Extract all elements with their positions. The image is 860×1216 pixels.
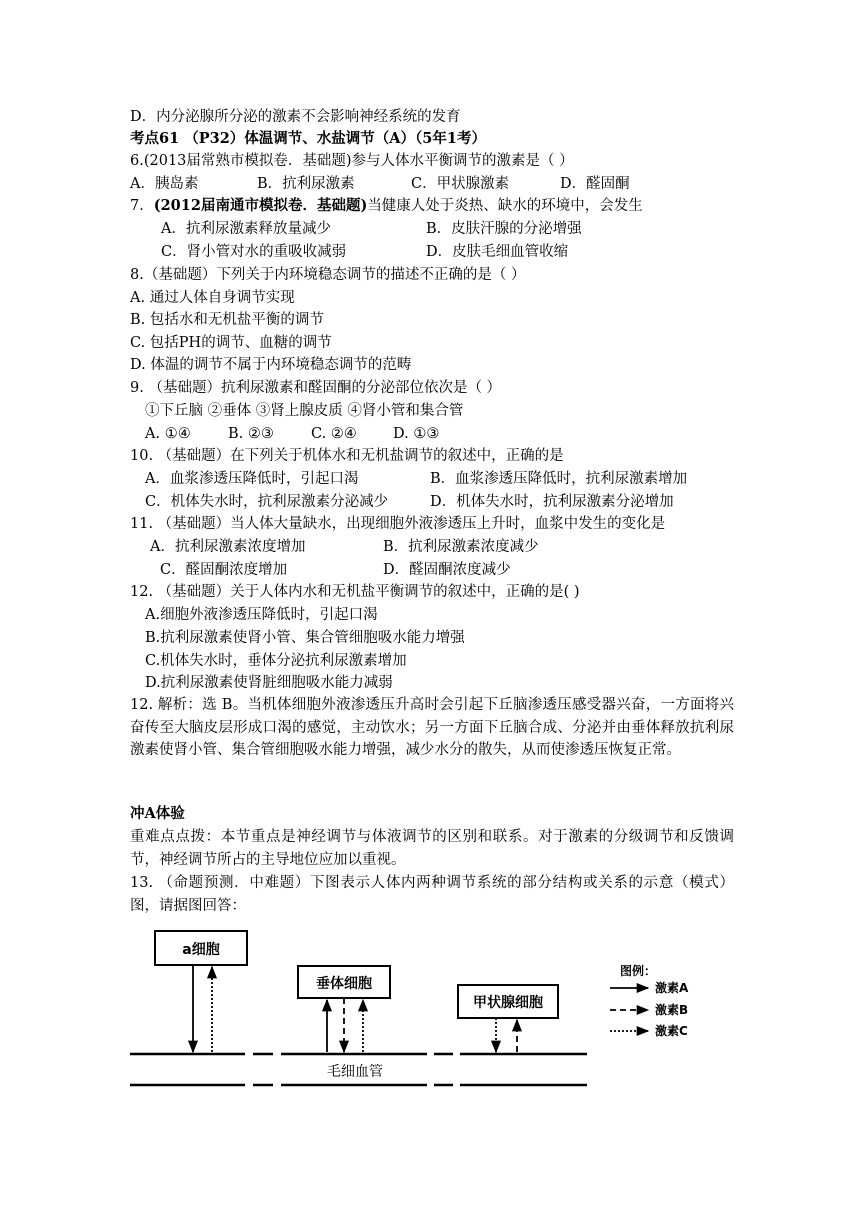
q11-option-d: D．醛固酮浓度减少 — [383, 562, 511, 578]
q6-option-b: B．抗利尿激素 — [257, 176, 355, 192]
q7-source: (2012届南通市模拟卷．基础题) — [153, 197, 368, 214]
legend-hormone-a: 激素A — [655, 981, 689, 995]
question-12: 12. （基础题）关于人体内水和无机盐平衡调节的叙述中，正确的是( ) — [130, 584, 580, 600]
q6-option-d: D．醛固酮 — [560, 176, 630, 192]
q10-option-c: C．机体失水时，抗利尿激素分泌减少 — [145, 494, 389, 510]
section-chong-a: 冲A体验 — [130, 805, 185, 822]
q12-option-d: D.抗利尿激素使肾脏细胞吸水能力减弱 — [145, 675, 393, 691]
q12-option-a: A.细胞外液渗透压降低时，引起口渴 — [145, 607, 378, 623]
q8-option-a: A. 通过人体自身调节实现 — [130, 290, 295, 306]
q7-option-b: B．皮肤汗腺的分泌增强 — [426, 221, 582, 237]
q11-option-c: C．醛固酮浓度增加 — [160, 562, 288, 578]
legend-title: 图例： — [620, 964, 657, 978]
question-11: 11. （基础题）当人体大量缺水，出现细胞外液渗透压上升时，血浆中发生的变化是 — [130, 516, 666, 532]
q7-option-a: A．抗利尿激素释放量减少 — [161, 221, 331, 237]
q7-number: 7． — [130, 198, 154, 214]
q9-option-a: A. ①④ — [145, 426, 191, 442]
q9-option-d: D. ①③ — [393, 426, 440, 442]
q8-option-b: B. 包括水和无机盐平衡的调节 — [130, 312, 324, 328]
q11-option-b: B．抗利尿激素浓度减少 — [383, 539, 539, 555]
q12-option-c: C.机体失水时，垂体分泌抗利尿激素增加 — [145, 653, 407, 669]
thyroid-cell-label: 甲状腺细胞 — [473, 995, 543, 1011]
cell-a-label: a细胞 — [182, 942, 220, 958]
q12-option-b: B.抗利尿激素使肾小管、集合管细胞吸水能力增强 — [145, 630, 465, 646]
q10-option-d: D．机体失水时，抗利尿激素分泌增加 — [430, 494, 674, 510]
q11-option-a: A．抗利尿激素浓度增加 — [150, 539, 306, 555]
key-points-tip: 重难点点拨：本节重点是神经调节与体液调节的区别和联系。对于激素的分级调节和反馈调节，神经调节所占的主导地位应加以重视。 — [130, 829, 734, 868]
pituitary-cell-label: 垂体细胞 — [316, 976, 372, 992]
question-10: 10. （基础题）在下列关于机体水和无机盐调节的叙述中，正确的是 — [130, 448, 564, 464]
q9-option-b: B. ②③ — [228, 426, 274, 442]
section-heading: 考点61 （P32）体温调节、水盐调节（A）（5年1考） — [130, 130, 486, 147]
q10-option-b: B．血浆渗透压降低时，抗利尿激素增加 — [430, 471, 688, 487]
option-d-prev: D．内分泌腺所分泌的激素不会影响神经系统的发育 — [130, 109, 461, 125]
q9-items: ①下丘脑 ②垂体 ③肾上腺皮质 ④肾小管和集合管 — [145, 403, 464, 419]
q7-option-c: C．肾小管对水的重吸收减弱 — [161, 244, 347, 260]
q7-option-d: D．皮肤毛细血管收缩 — [426, 244, 569, 260]
q8-option-c: C. 包括PH的调节、血糖的调节 — [130, 335, 332, 351]
question-8: 8.（基础题）下列关于内环境稳态调节的描述不正确的是（ ） — [130, 267, 526, 283]
answer-12-explanation: 12. 解析：选 B。当机体细胞外液渗透压升高时会引起下丘脑渗透压感受器兴奋，一方面将兴奋传至大脑皮层形成口渴的感觉，主动饮水；另一方面下丘脑合成、分泌并由垂体释放抗利尿激素使肾小管、集合管细胞吸水能力增强，减少水分的散失，从而使渗透压恢复正常。 — [130, 697, 734, 758]
q7-stem: 当健康人处于炎热、缺水的环境中，会发生 — [367, 198, 643, 214]
legend-hormone-c: 激素C — [655, 1024, 688, 1038]
q6-option-c: C．甲状腺激素 — [411, 176, 510, 192]
question-9: 9. （基础题）抗利尿激素和醛固酮的分泌部位依次是（ ） — [130, 380, 502, 396]
question-6: 6.(2013届常熟市模拟卷．基础题)参与人体水平衡调节的激素是（ ） — [130, 153, 574, 169]
legend-hormone-b: 激素B — [655, 1003, 689, 1017]
question-13: 13. （命题预测．中难题）下图表示人体内两种调节系统的部分结构或关系的示意（模式）图，请据图回答： — [130, 875, 734, 914]
q9-option-c: C. ②④ — [311, 426, 357, 442]
q10-option-a: A．血浆渗透压降低时，引起口渴 — [145, 471, 359, 487]
vessel-label: 毛细血管 — [327, 1064, 383, 1080]
q8-option-d: D. 体温的调节不属于内环境稳态调节的范畴 — [130, 357, 412, 373]
q6-option-a: A．胰岛素 — [130, 176, 199, 192]
